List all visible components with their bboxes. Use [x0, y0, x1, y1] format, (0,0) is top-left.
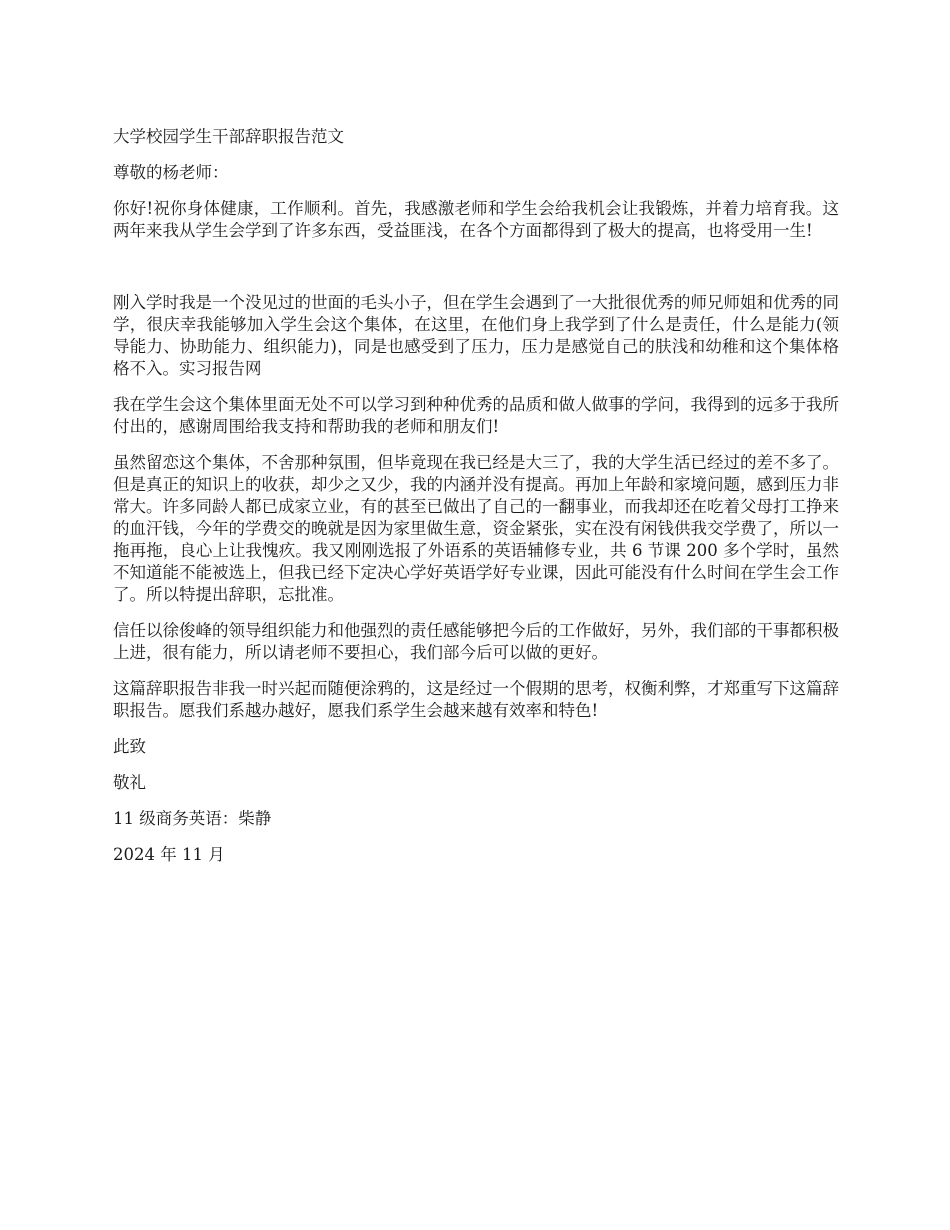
date-line: 2024 年 11 月	[113, 845, 225, 864]
regards-line: 敬礼	[113, 773, 146, 792]
paragraph-2: 刚入学时我是一个没见过的世面的毛头小子，但在学生会遇到了一大批很优秀的师兄师姐和优秀的同学，很庆幸我能够加入学生会这个集体，在这里，在他们身上我学到了什么是责任，什么是能力(领导能力、协助能力、组织能力)，同是也感受到了压力，压力是感觉自己的肤浅和幼稚和这个集体格格不入。实习报告网	[113, 293, 839, 378]
signature: 11 级商务英语：柴静	[113, 809, 272, 828]
paragraph-1: 你好!祝你身体健康，工作顺利。首先，我感激老师和学生会给我机会让我锻炼，并着力培育我。这两年来我从学生会学到了许多东西，受益匪浅，在各个方面都得到了极大的提高，也将受用一生!	[113, 199, 839, 240]
paragraph-gap	[113, 256, 839, 292]
salutation: 尊敬的杨老师：	[113, 163, 229, 182]
paragraph-6: 这篇辞职报告非我一时兴起而随便涂鸦的，这是经过一个假期的思考，权衡利弊，才郑重写下这篇辞职报告。愿我们系越办越好，愿我们系学生会越来越有效率和特色!	[113, 679, 839, 720]
closing-line: 此致	[113, 737, 146, 756]
document-body	[113, 126, 839, 880]
paragraph-4: 虽然留恋这个集体，不舍那种氛围，但毕竟现在我已经是大三了，我的大学生活已经过的差不多了。但是真正的知识上的收获，却少之又少，我的内涵并没有提高。再加上年龄和家境问题，感到压力非常大。许多同龄人都已成家立业，有的甚至已做出了自己的一翻事业，而我却还在吃着父母打工挣来的血汗钱，今年的学费交的晚就是因为家里做生意，资金紧张，实在没有闲钱供我交学费了，所以一拖再拖，良心上让我愧疚。我又刚刚选报了外语系的英语辅修专业，共 6 节课 200 多个学时，虽然不知道能不能被选上，但我已经下定决心学好英语学好专业课，因此可能没有什么时间在学生会工作了。所以特提出辞职，忘批准。	[113, 453, 839, 604]
paragraph-5: 信任以徐俊峰的领导组织能力和他强烈的责任感能够把今后的工作做好，另外，我们部的干事都积极上进，很有能力，所以请老师不要担心，我们部今后可以做的更好。	[113, 621, 839, 662]
document-title: 大学校园学生干部辞职报告范文	[113, 127, 344, 146]
paragraph-3: 我在学生会这个集体里面无处不可以学习到种种优秀的品质和做人做事的学问，我得到的远多于我所付出的，感谢周围给我支持和帮助我的老师和朋友们!	[113, 395, 839, 436]
